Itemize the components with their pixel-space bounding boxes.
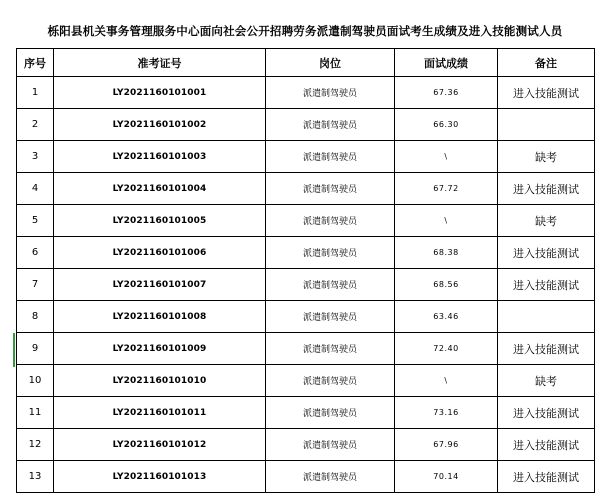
cell-seq: 7	[17, 269, 54, 301]
cell-position: 派遣制驾驶员	[266, 237, 395, 269]
cell-seq: 2	[17, 109, 54, 141]
table-row	[17, 461, 595, 493]
table-header-row	[17, 49, 595, 77]
cell-seq: 3	[17, 141, 54, 173]
header-position: 岗位	[266, 49, 395, 77]
cell-position: 派遣制驾驶员	[266, 429, 395, 461]
cell-seq: 6	[17, 237, 54, 269]
table-row	[17, 109, 595, 141]
cell-note: 进入技能测试	[498, 77, 595, 109]
cell-score: 68.56	[395, 269, 498, 301]
cell-exam-id: LY2021160101008	[54, 301, 266, 333]
cell-seq: 5	[17, 205, 54, 237]
cell-exam-id: LY2021160101010	[54, 365, 266, 397]
cell-position: 派遣制驾驶员	[266, 461, 395, 493]
header-seq: 序号	[17, 49, 54, 77]
cell-seq: 10	[17, 365, 54, 397]
cell-note: 缺考	[498, 205, 595, 237]
header-score: 面试成绩	[395, 49, 498, 77]
table-row	[17, 205, 595, 237]
cell-exam-id: LY2021160101006	[54, 237, 266, 269]
table-row	[17, 429, 595, 461]
cell-note: 缺考	[498, 141, 595, 173]
cell-exam-id: LY2021160101009	[54, 333, 266, 365]
results-table	[16, 48, 595, 493]
cell-note: 进入技能测试	[498, 397, 595, 429]
cell-exam-id: LY2021160101005	[54, 205, 266, 237]
cell-score: 68.38	[395, 237, 498, 269]
cell-seq: 1	[17, 77, 54, 109]
cell-position: 派遣制驾驶员	[266, 301, 395, 333]
table-row	[17, 77, 595, 109]
cell-score: 70.14	[395, 461, 498, 493]
cell-note	[498, 109, 595, 141]
cell-score: 63.46	[395, 301, 498, 333]
table-row	[17, 141, 595, 173]
cell-seq: 12	[17, 429, 54, 461]
table-row	[17, 173, 595, 205]
cell-position: 派遣制驾驶员	[266, 109, 395, 141]
cell-note: 进入技能测试	[498, 461, 595, 493]
cell-score: \	[395, 141, 498, 173]
cell-exam-id: LY2021160101003	[54, 141, 266, 173]
table-row	[17, 237, 595, 269]
cell-score: 73.16	[395, 397, 498, 429]
cell-note: 进入技能测试	[498, 237, 595, 269]
cell-note: 进入技能测试	[498, 269, 595, 301]
cell-note: 进入技能测试	[498, 429, 595, 461]
table-row	[17, 397, 595, 429]
cell-score: 72.40	[395, 333, 498, 365]
table-row	[17, 301, 595, 333]
cell-exam-id: LY2021160101012	[54, 429, 266, 461]
cell-seq: 11	[17, 397, 54, 429]
table-row	[17, 365, 595, 397]
cell-exam-id: LY2021160101001	[54, 77, 266, 109]
cell-score: 67.96	[395, 429, 498, 461]
cell-seq: 4	[17, 173, 54, 205]
cell-note	[498, 301, 595, 333]
cell-position: 派遣制驾驶员	[266, 333, 395, 365]
cell-position: 派遣制驾驶员	[266, 173, 395, 205]
cell-exam-id: LY2021160101011	[54, 397, 266, 429]
cell-position: 派遣制驾驶员	[266, 397, 395, 429]
cell-score: 67.36	[395, 77, 498, 109]
cell-position: 派遣制驾驶员	[266, 205, 395, 237]
cell-score: 67.72	[395, 173, 498, 205]
cell-position: 派遣制驾驶员	[266, 269, 395, 301]
cell-score: \	[395, 365, 498, 397]
cell-note: 进入技能测试	[498, 333, 595, 365]
cell-seq: 13	[17, 461, 54, 493]
cell-exam-id: LY2021160101004	[54, 173, 266, 205]
results-sheet	[16, 14, 594, 493]
header-exam-id: 准考证号	[54, 49, 266, 77]
cell-position: 派遣制驾驶员	[266, 141, 395, 173]
header-note: 备注	[498, 49, 595, 77]
cell-note: 缺考	[498, 365, 595, 397]
cell-position: 派遣制驾驶员	[266, 365, 395, 397]
cell-score: 66.30	[395, 109, 498, 141]
cell-note: 进入技能测试	[498, 173, 595, 205]
cell-position: 派遣制驾驶员	[266, 77, 395, 109]
cell-exam-id: LY2021160101002	[54, 109, 266, 141]
cell-score: \	[395, 205, 498, 237]
cell-exam-id: LY2021160101013	[54, 461, 266, 493]
page-title: 栎阳县机关事务管理服务中心面向社会公开招聘劳务派遣制驾驶员面试考生成绩及进入技能测试人员	[47, 24, 563, 38]
table-row	[17, 269, 595, 301]
cell-exam-id: LY2021160101007	[54, 269, 266, 301]
cell-seq: 8	[17, 301, 54, 333]
cell-seq: 9	[17, 333, 54, 365]
row-selection-marker	[13, 333, 15, 367]
table-row	[17, 333, 595, 365]
